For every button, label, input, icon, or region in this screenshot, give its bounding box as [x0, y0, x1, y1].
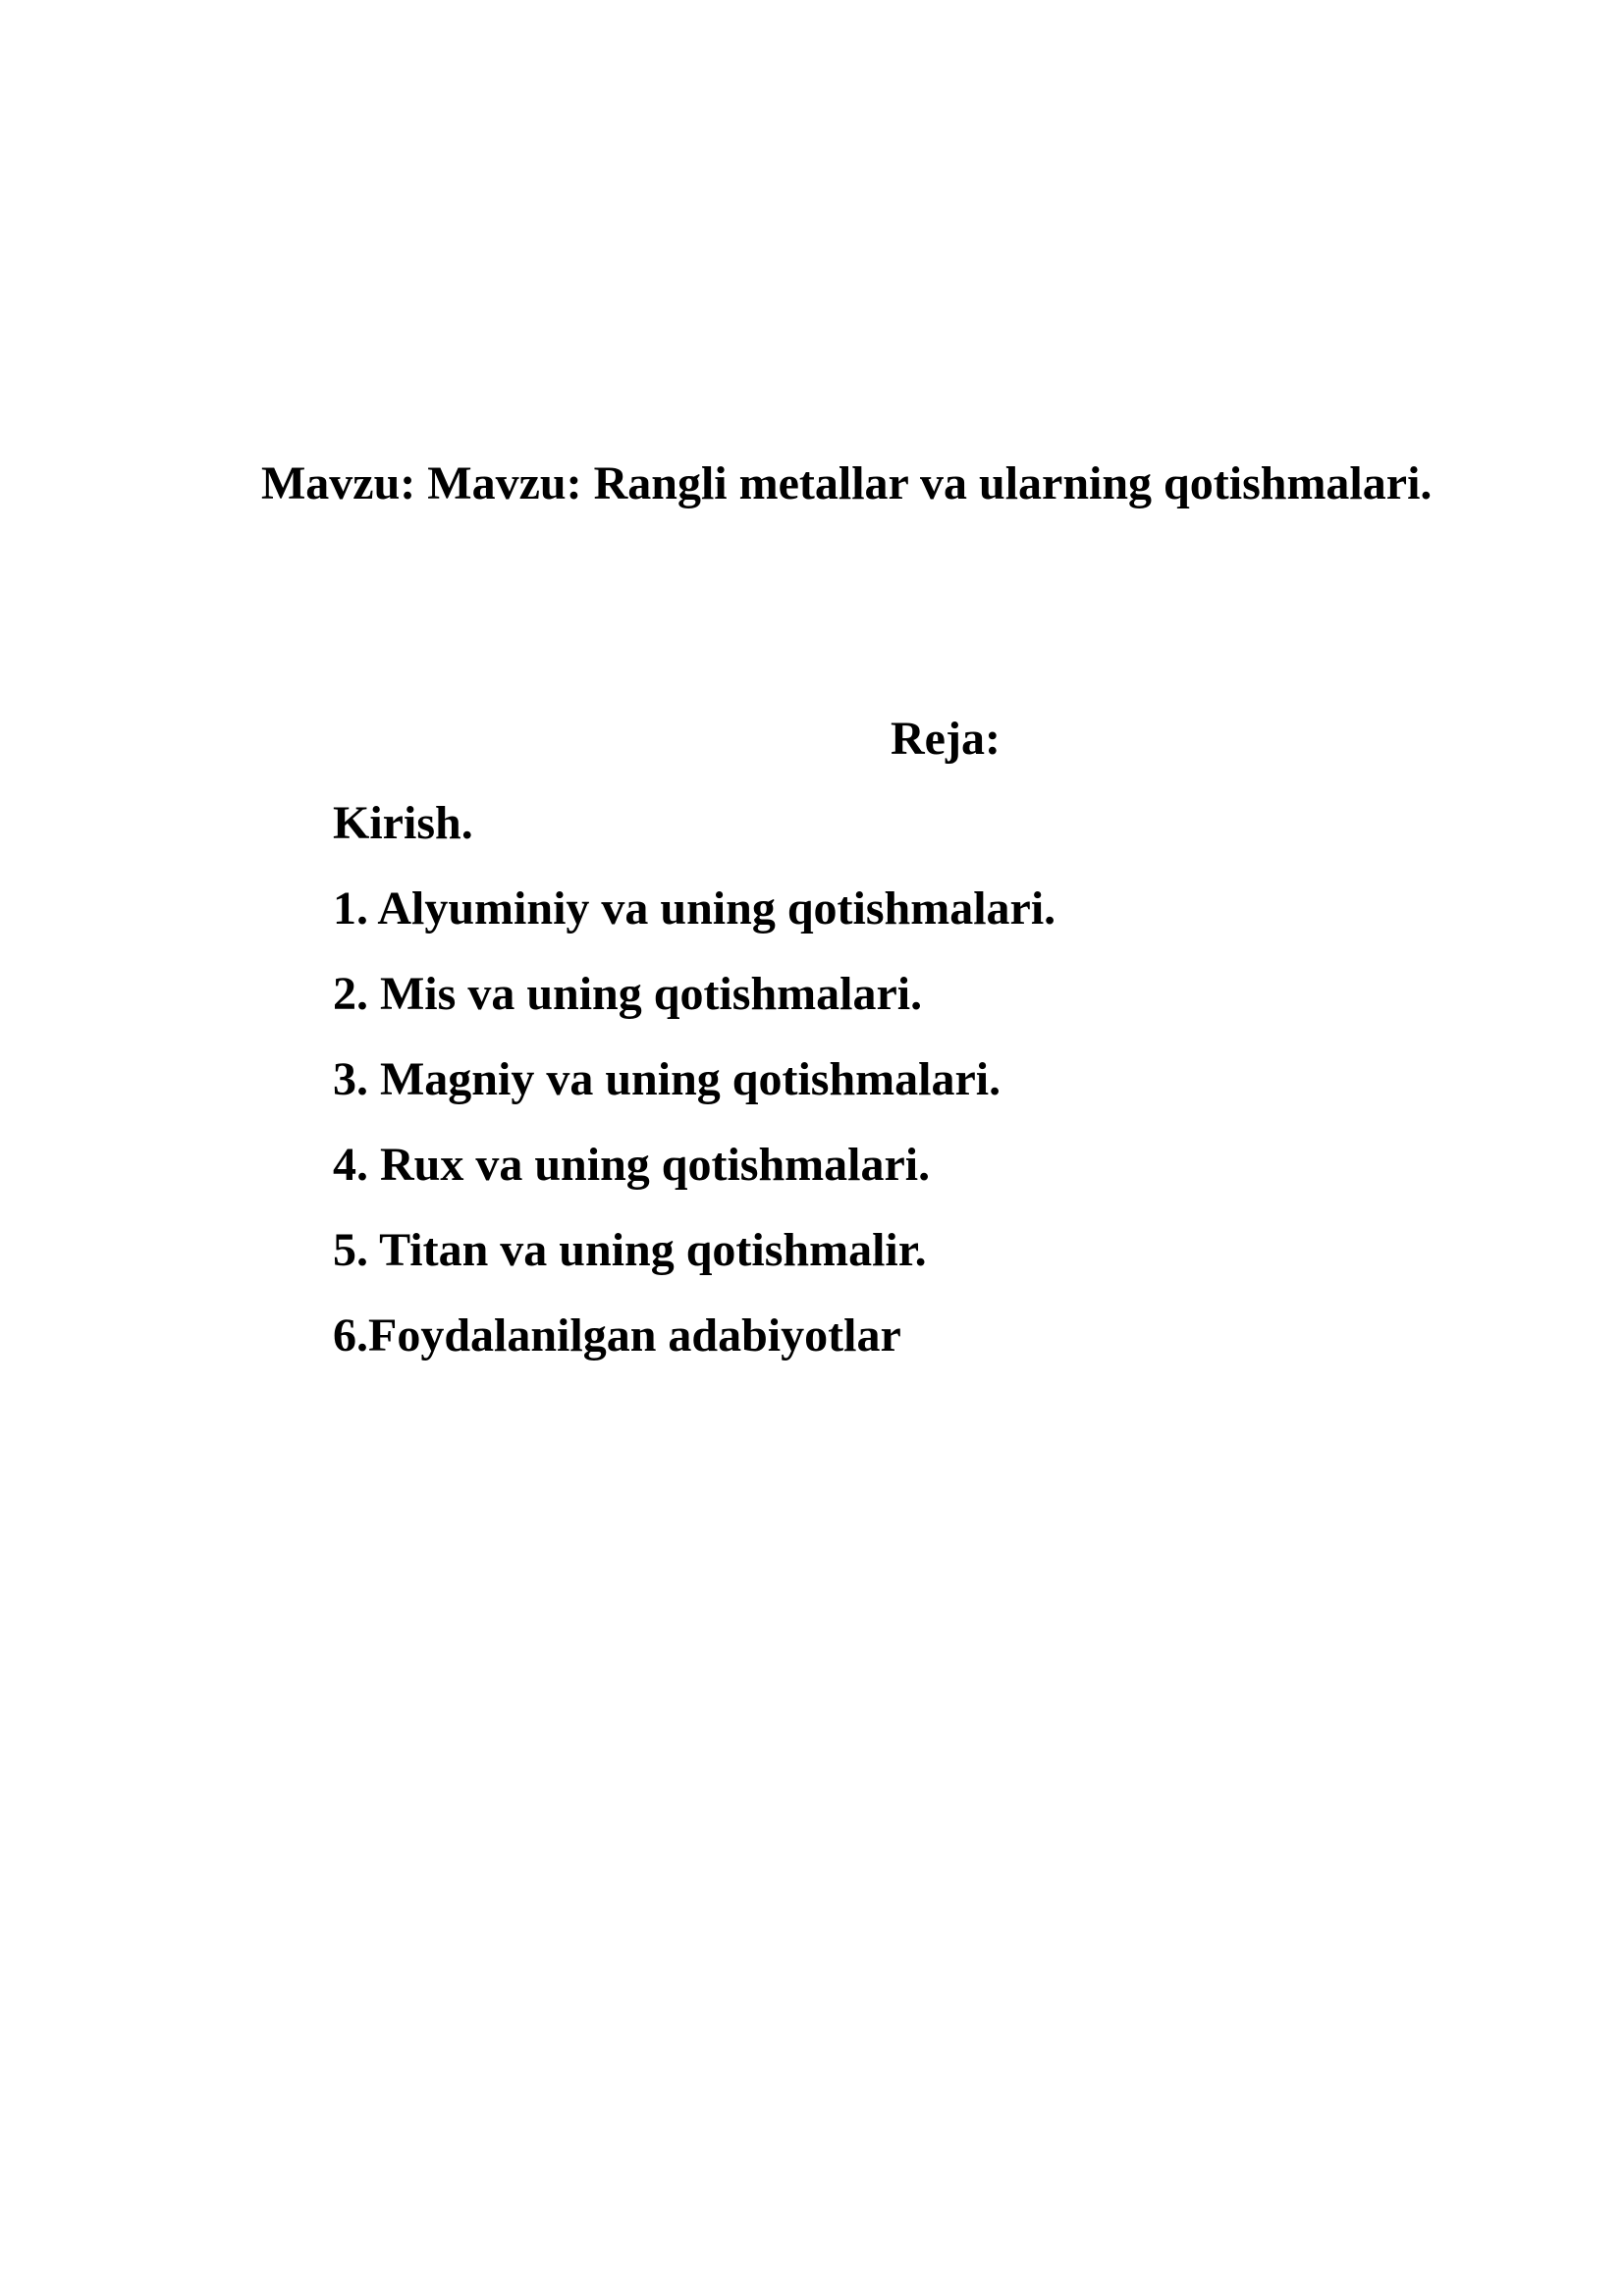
plan-item-zinc: 4. Rux va uning qotishmalari.	[333, 1139, 931, 1191]
plan-item-copper: 2. Mis va uning qotishmalari.	[333, 968, 923, 1020]
plan-item-magnesium: 3. Magniy va uning qotishmalari.	[333, 1053, 1001, 1105]
plan-item-references: 6.Foydalanilgan adabiyotlar	[333, 1309, 901, 1362]
plan-item-aluminum: 1. Alyuminiy va uning qotishmalari.	[333, 882, 1056, 934]
plan-item-introduction: Kirish.	[333, 797, 473, 849]
plan-list	[333, 797, 1056, 1398]
plan-heading: Reja:	[891, 713, 1001, 765]
topic-title: Mavzu: Mavzu: Rangli metallar va ularning qotishmalari.	[261, 457, 1433, 509]
plan-item-titanium: 5. Titan va uning qotishmalir.	[333, 1224, 927, 1276]
